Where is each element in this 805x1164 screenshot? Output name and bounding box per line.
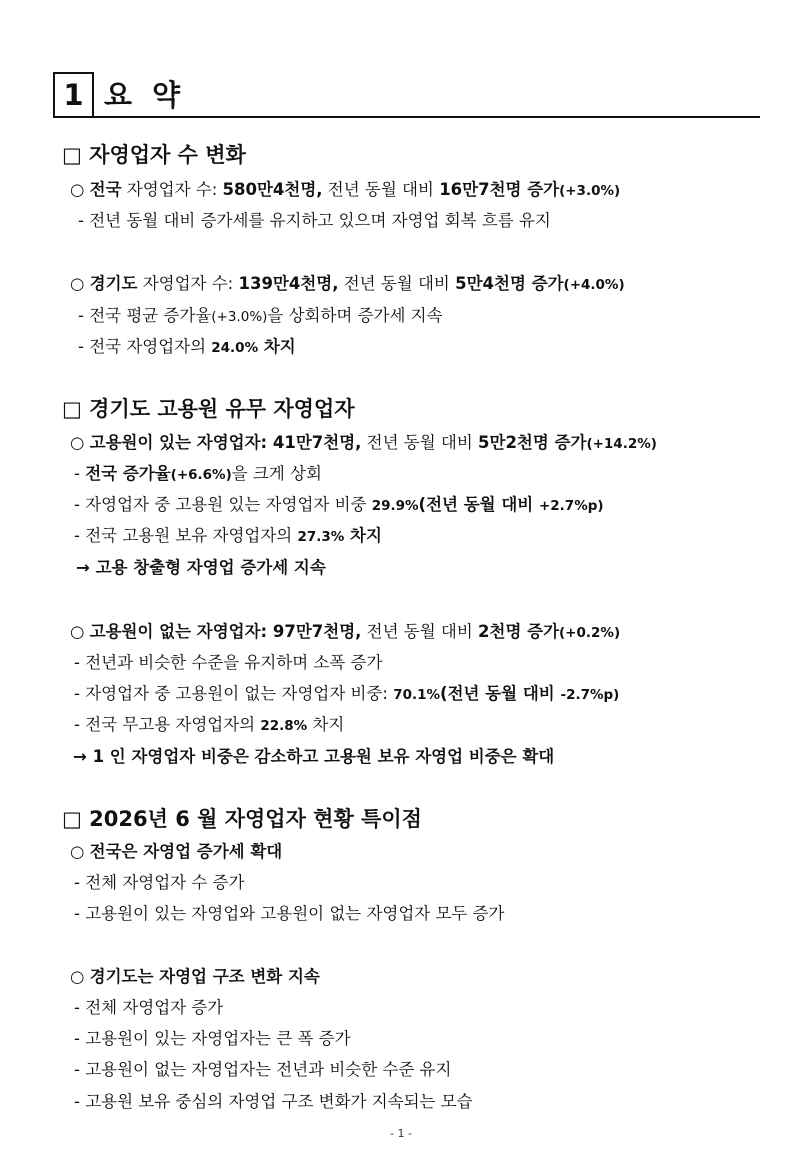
text-run: 전국: [89, 180, 122, 199]
text-run: 경기도: [89, 274, 138, 293]
text-run: ○: [70, 180, 90, 199]
summary-line: [74, 522, 382, 546]
text-run: (+3.0%): [559, 183, 621, 199]
text-run: - 고용원이 있는 자영업자는 큰 폭 증가: [74, 1029, 351, 1048]
summary-line: [70, 176, 620, 200]
summary-line: [70, 618, 620, 642]
text-run: 경기도는 자영업 구조 변화 지속: [89, 967, 320, 986]
text-run: 전년 동월 대비: [361, 622, 479, 641]
text-run: - 전체 자영업자 증가: [74, 998, 224, 1017]
text-run: 자영업자 수:: [137, 274, 239, 293]
text-run: 차지: [307, 715, 345, 734]
text-run: - 자영업자 중 고용원이 없는 자영업자 비중:: [74, 684, 394, 703]
page-number: - 1 -: [390, 1127, 412, 1140]
text-run: 2천명 증가: [478, 622, 560, 641]
text-run: 전국은 자영업 증가세 확대: [89, 842, 283, 861]
text-run: ○: [70, 433, 90, 452]
summary-line: [70, 838, 282, 862]
text-run: (+14.2%): [586, 436, 657, 452]
summary-line: [70, 429, 657, 453]
conclusion-line: [73, 743, 554, 767]
text-run: (전년 동월 대비: [418, 495, 539, 514]
title-underline: [94, 116, 760, 118]
text-run: - 전국 고용원 보유 자영업자의: [74, 526, 298, 545]
section-title: □ 2026년 6 월 자영업자 현황 특이점: [62, 807, 422, 831]
section-number: 1: [63, 78, 84, 112]
summary-line: [78, 333, 296, 357]
text-run: 16만7천명 증가: [439, 180, 560, 199]
summary-line: [74, 1056, 451, 1080]
text-run: 5만4천명 증가: [455, 274, 564, 293]
text-run: - 고용원이 있는 자영업와 고용원이 없는 자영업자 모두 증가: [74, 904, 505, 923]
text-run: 5만2천명 증가: [478, 433, 587, 452]
text-run: → 1 인 자영업자 비중은 감소하고 고용원 보유 자영업 비중은 확대: [73, 747, 555, 766]
text-run: 전년 동월 대비: [338, 274, 456, 293]
text-run: 고용원이 있는 자영업자: 41만7천명,: [89, 433, 362, 452]
summary-line: [74, 869, 244, 893]
summary-line: [74, 1088, 473, 1112]
text-run: - 전국 무고용 자영업자의: [74, 715, 261, 734]
summary-line: [74, 994, 223, 1018]
text-run: 차지: [344, 526, 382, 545]
summary-line: [70, 270, 625, 294]
summary-line: [74, 460, 322, 484]
section-title: □ 경기도 고용원 유무 자영업자: [62, 397, 355, 421]
text-run: -: [74, 464, 86, 483]
text-run: ○: [70, 274, 90, 293]
text-run: 24.0%: [211, 340, 259, 356]
text-run: - 고용원이 없는 자영업자는 전년과 비슷한 수준 유지: [74, 1060, 452, 1079]
text-run: - 자영업자 중 고용원 있는 자영업자 비중: [74, 495, 372, 514]
text-run: (+3.0%): [211, 309, 268, 325]
text-run: 차지: [258, 337, 296, 356]
summary-line: [74, 649, 382, 673]
summary-line: [74, 711, 344, 735]
text-run: (+0.2%): [559, 625, 621, 641]
text-run: - 고용원 보유 중심의 자영업 구조 변화가 지속되는 모습: [74, 1092, 473, 1111]
text-run: 고용원이 없는 자영업자: 97만7천명,: [89, 622, 362, 641]
text-run: - 전체 자영업자 수 증가: [74, 873, 245, 892]
text-run: 자영업자 수:: [121, 180, 223, 199]
text-run: 580만4천명,: [222, 180, 323, 199]
summary-line: [70, 963, 320, 987]
summary-line: [74, 491, 604, 515]
conclusion-line: [76, 554, 326, 578]
text-run: 70.1%: [393, 687, 441, 703]
text-run: 을 크게 상회: [231, 464, 322, 483]
section-title: □ 자영업자 수 변화: [62, 143, 246, 167]
text-run: ○: [70, 967, 90, 986]
text-run: - 전년 동월 대비 증가세를 유지하고 있으며 자영업 회복 흐름 유지: [78, 211, 551, 230]
page-title: 요 약: [104, 78, 186, 112]
text-run: (+4.0%): [563, 277, 625, 293]
text-run: ○: [70, 622, 90, 641]
text-run: 을 상회하며 증가세 지속: [267, 306, 443, 325]
text-run: 27.3%: [297, 529, 345, 545]
summary-line: [78, 302, 443, 326]
text-run: - 전국 평균 증가율: [78, 306, 212, 325]
text-run: 22.8%: [260, 718, 308, 734]
text-run: -2.7%p): [560, 687, 620, 703]
text-run: (전년 동월 대비: [440, 684, 561, 703]
text-run: ○: [70, 842, 90, 861]
text-run: 29.9%: [371, 498, 419, 514]
text-run: (+6.6%): [170, 467, 232, 483]
text-run: 전년 동월 대비: [361, 433, 479, 452]
summary-line: [74, 680, 619, 704]
text-run: - 전년과 비슷한 수준을 유지하며 소폭 증가: [74, 653, 383, 672]
summary-line: [78, 207, 551, 231]
summary-line: [74, 1025, 351, 1049]
text-run: 전년 동월 대비: [322, 180, 440, 199]
text-run: 139만4천명,: [238, 274, 339, 293]
text-run: +2.7%p): [538, 498, 604, 514]
text-run: → 고용 창출형 자영업 증가세 지속: [76, 558, 326, 577]
summary-line: [74, 900, 504, 924]
text-run: - 전국 자영업자의: [78, 337, 212, 356]
text-run: 전국 증가율: [85, 464, 171, 483]
